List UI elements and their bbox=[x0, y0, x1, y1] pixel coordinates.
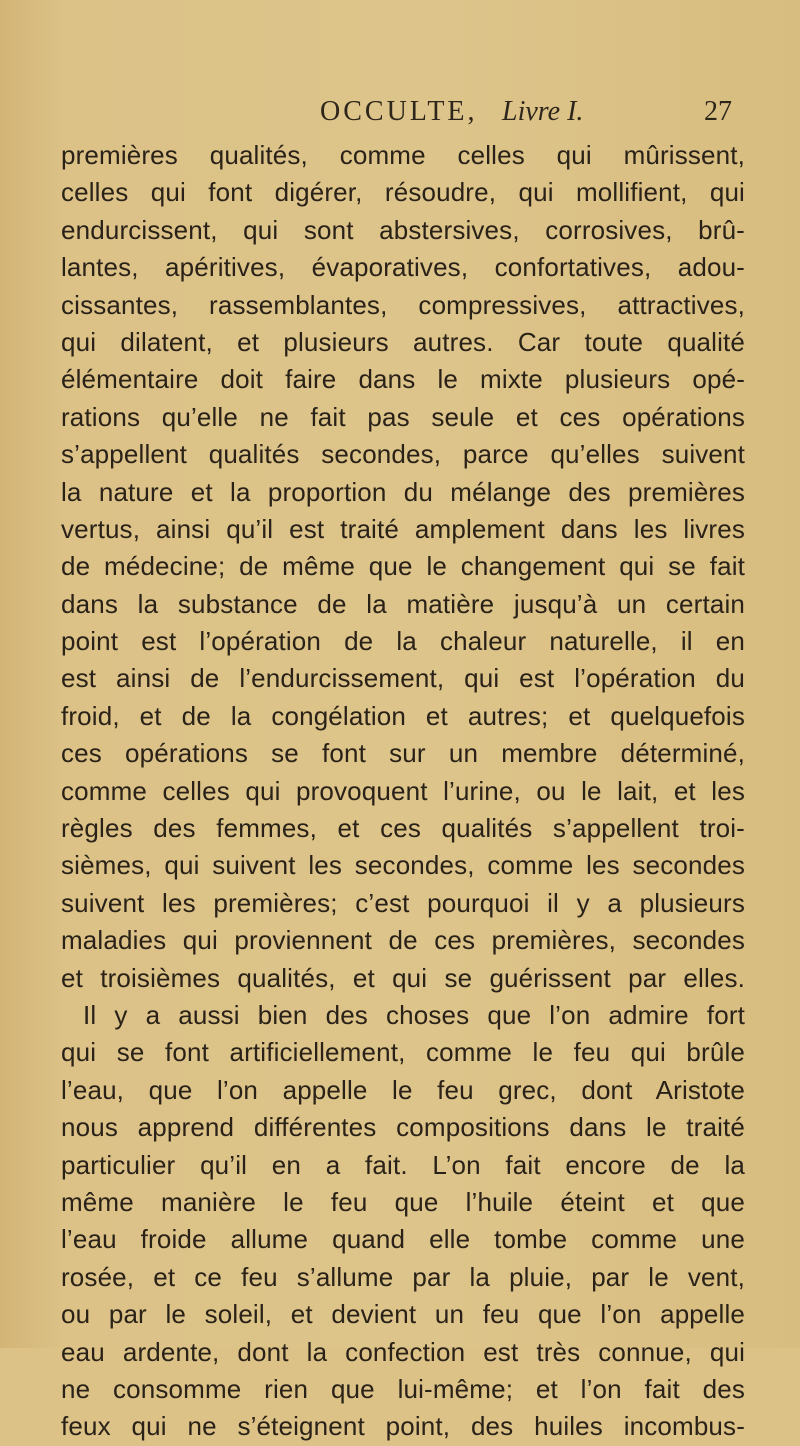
text-line-7: élémentaire doit faire dans le mixte plusieurs opé- bbox=[61, 364, 745, 395]
running-head bbox=[320, 96, 740, 136]
text-line-22: maladies qui proviennent de ces premières, secondes bbox=[61, 925, 745, 956]
text-line-17: ces opérations se font sur un membre déterminé, bbox=[61, 738, 745, 769]
text-line-2: celles qui font digérer, résoudre, qui mollifient, qui bbox=[61, 177, 745, 208]
text-line-14: point est l’opération de la chaleur naturelle, il en bbox=[61, 626, 745, 657]
text-line-11: vertus, ainsi qu’il est traité amplement dans les livres bbox=[61, 513, 745, 544]
text-line-27: nous apprend différentes compositions dans le traité bbox=[61, 1112, 745, 1143]
text-line-32: ou par le soleil, et devient un feu que l’on appelle bbox=[61, 1299, 745, 1330]
text-line-16: froid, et de la congélation et autres; et quelquefois bbox=[61, 700, 745, 731]
text-line-18: comme celles qui provoquent l’urine, ou le lait, et les bbox=[61, 775, 745, 806]
text-line-21: suivent les premières; c’est pourquoi il y a plusieurs bbox=[61, 887, 745, 918]
text-line-31: rosée, et ce feu s’allume par la pluie, par le vent, bbox=[61, 1261, 745, 1292]
text-line-8: rations qu’elle ne fait pas seule et ces opérations bbox=[61, 401, 745, 432]
text-line-9: s’appellent qualités secondes, parce qu’elles suivent bbox=[61, 439, 745, 470]
text-line-4: lantes, apéritives, évaporatives, confortatives, adou- bbox=[61, 252, 745, 283]
text-line-13: dans la substance de la matière jusqu’à un certain bbox=[61, 588, 745, 619]
text-line-30: l’eau froide allume quand elle tombe comme une bbox=[61, 1224, 745, 1255]
text-line-6: qui dilatent, et plusieurs autres. Car toute qualité bbox=[61, 326, 745, 357]
text-line-12: de médecine; de même que le changement qui se fait bbox=[61, 551, 745, 582]
running-head-title: OCCULTE, bbox=[320, 96, 478, 127]
text-line-24: Il y a aussi bien des choses que l’on admire fort bbox=[83, 999, 745, 1030]
text-line-19: règles des femmes, et ces qualités s’appellent troi- bbox=[61, 813, 745, 844]
text-line-23: et troisièmes qualités, et qui se guérissent par elles. bbox=[61, 962, 745, 993]
body-text bbox=[61, 137, 745, 1446]
text-line-35: feux qui ne s’éteignent point, des huiles incombus- bbox=[61, 1411, 745, 1442]
text-line-33: eau ardente, dont la confection est très connue, qui bbox=[61, 1336, 745, 1367]
text-line-15: est ainsi de l’endurcissement, qui est l’opération du bbox=[61, 663, 745, 694]
text-line-28: particulier qu’il en a fait. L’on fait encore de la bbox=[61, 1149, 745, 1180]
text-line-34: ne consomme rien que lui-même; et l’on fait des bbox=[61, 1373, 745, 1404]
text-line-1: premières qualités, comme celles qui mûrissent, bbox=[61, 140, 745, 170]
text-line-29: même manière le feu que l’huile éteint et que bbox=[61, 1186, 745, 1217]
page-number: 27 bbox=[704, 96, 732, 127]
text-line-5: cissantes, rassemblantes, compressives, attractives, bbox=[61, 289, 745, 320]
text-line-20: sièmes, qui suivent les secondes, comme les secondes bbox=[61, 850, 745, 881]
text-line-26: l’eau, que l’on appelle le feu grec, dont Aristote bbox=[61, 1074, 745, 1105]
text-line-3: endurcissent, qui sont abstersives, corrosives, brû- bbox=[61, 214, 745, 245]
running-head-book: Livre I. bbox=[502, 96, 584, 127]
text-line-10: la nature et la proportion du mélange des premières bbox=[61, 476, 745, 507]
text-line-25: qui se font artificiellement, comme le feu qui brûle bbox=[61, 1037, 745, 1068]
